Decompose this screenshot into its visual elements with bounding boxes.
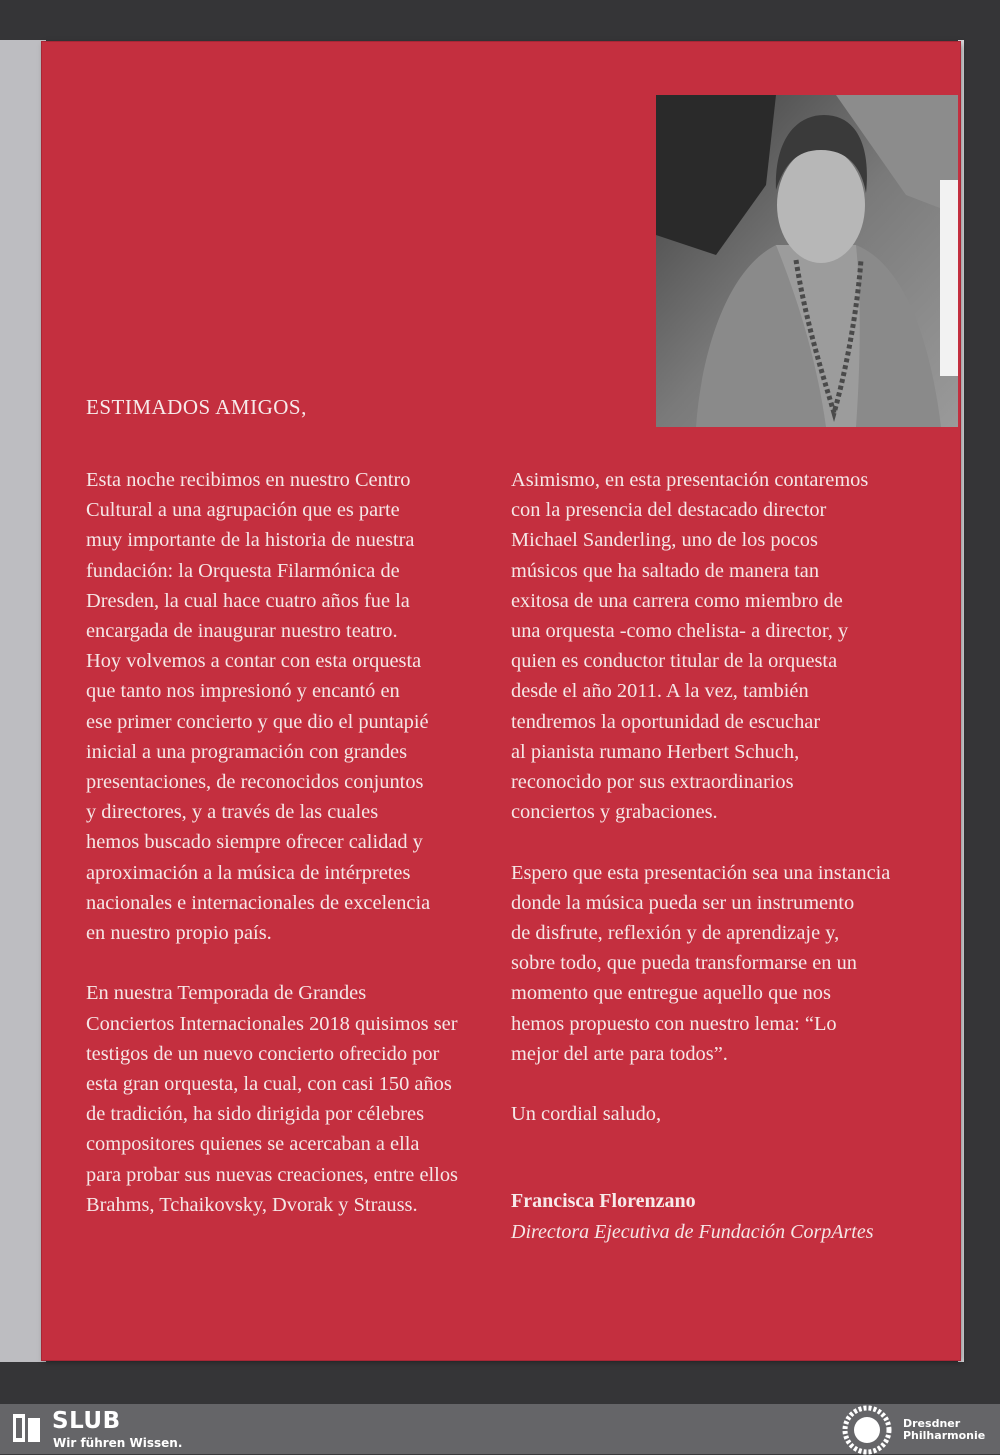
- philharmonie-wordmark: [903, 1418, 985, 1442]
- right-column: [511, 465, 951, 1129]
- signature-role: Directora Ejecutiva de Fundación CorpArtes: [511, 1221, 874, 1243]
- page-tab-marker: [940, 180, 958, 376]
- closing-salutation: Un cordial saludo,: [511, 1103, 662, 1126]
- philharmonie-logo-icon: [842, 1405, 892, 1455]
- slub-tagline: Wir führen Wissen.: [53, 1436, 183, 1450]
- paragraph-season: En nuestra Temporada de Grandes Conciertos Internacionales 2018 quisimos ser testigos de un nuevo concierto ofrecido por esta gran orquesta, la cual, con casi 150 años de tradición, ha sido dirigida por célebres compositores quienes se acercaban a ella para probar sus nuevas creaciones, entre ellos Brahms, Tchaikovsky, Dvorak y Strauss.: [86, 982, 458, 1216]
- slub-wordmark: SLUB: [52, 1408, 121, 1434]
- letter-greeting: ESTIMADOS AMIGOS,: [86, 395, 307, 419]
- program-page: [42, 42, 960, 1360]
- paragraph-director: Asimismo, en esta presentación contaremos con la presencia del destacado director Michael Sanderling, uno de los pocos músicos que ha saltado de manera tan exitosa de una carrera como miembro de una orquesta -como chelista- a director, y quien es conductor titular de la orquesta desde el año 2011. A la vez, también tendremos la oportunidad de escuchar al pianista rumano Herbert Schuch, reconocido por sus extraordinarios conciertos y grabaciones.: [511, 469, 869, 824]
- philharmonie-line2: Philharmonie: [903, 1429, 986, 1442]
- paragraph-hope: Espero que esta presentación sea una instancia donde la música pueda ser un instrumento de disfrute, reflexión y de aprendizaje y, sobre todo, que pueda transformarse en un momento que entregue aquello que nos hemos propuesto con nuestro lema: “Lo mejor del arte para todos”.: [511, 861, 891, 1065]
- portrait-image: [656, 95, 958, 427]
- paragraph-intro: Esta noche recibimos en nuestro Centro Cultural a una agrupación que es parte muy importante de la historia de nuestra fundación: la Orquesta Filarmónica de Dresden, la cual hace cuatro años fue la encargada de inaugurar nuestro teatro. Hoy volvemos a contar con esta orquesta que tanto nos impresionó y encantó en ese primer concierto y que dio el puntapié inicial a una programación con grandes presentaciones, de reconocidos conjuntos y directores, y a través de las cuales hemos buscado siempre ofrecer calidad y aproximación a la música de intérpretes nacionales e internacionales de excelencia en nuestro propio país.: [86, 469, 431, 945]
- left-page-edge: [0, 40, 46, 1362]
- slub-logo-icon: [12, 1412, 42, 1444]
- footer-bar: [0, 1404, 1000, 1454]
- portrait-photo: [656, 95, 958, 427]
- left-column: [86, 465, 506, 1220]
- signature-name: Francisca Florenzano: [511, 1190, 696, 1212]
- philharmonie-line1: Dresdner: [903, 1417, 961, 1430]
